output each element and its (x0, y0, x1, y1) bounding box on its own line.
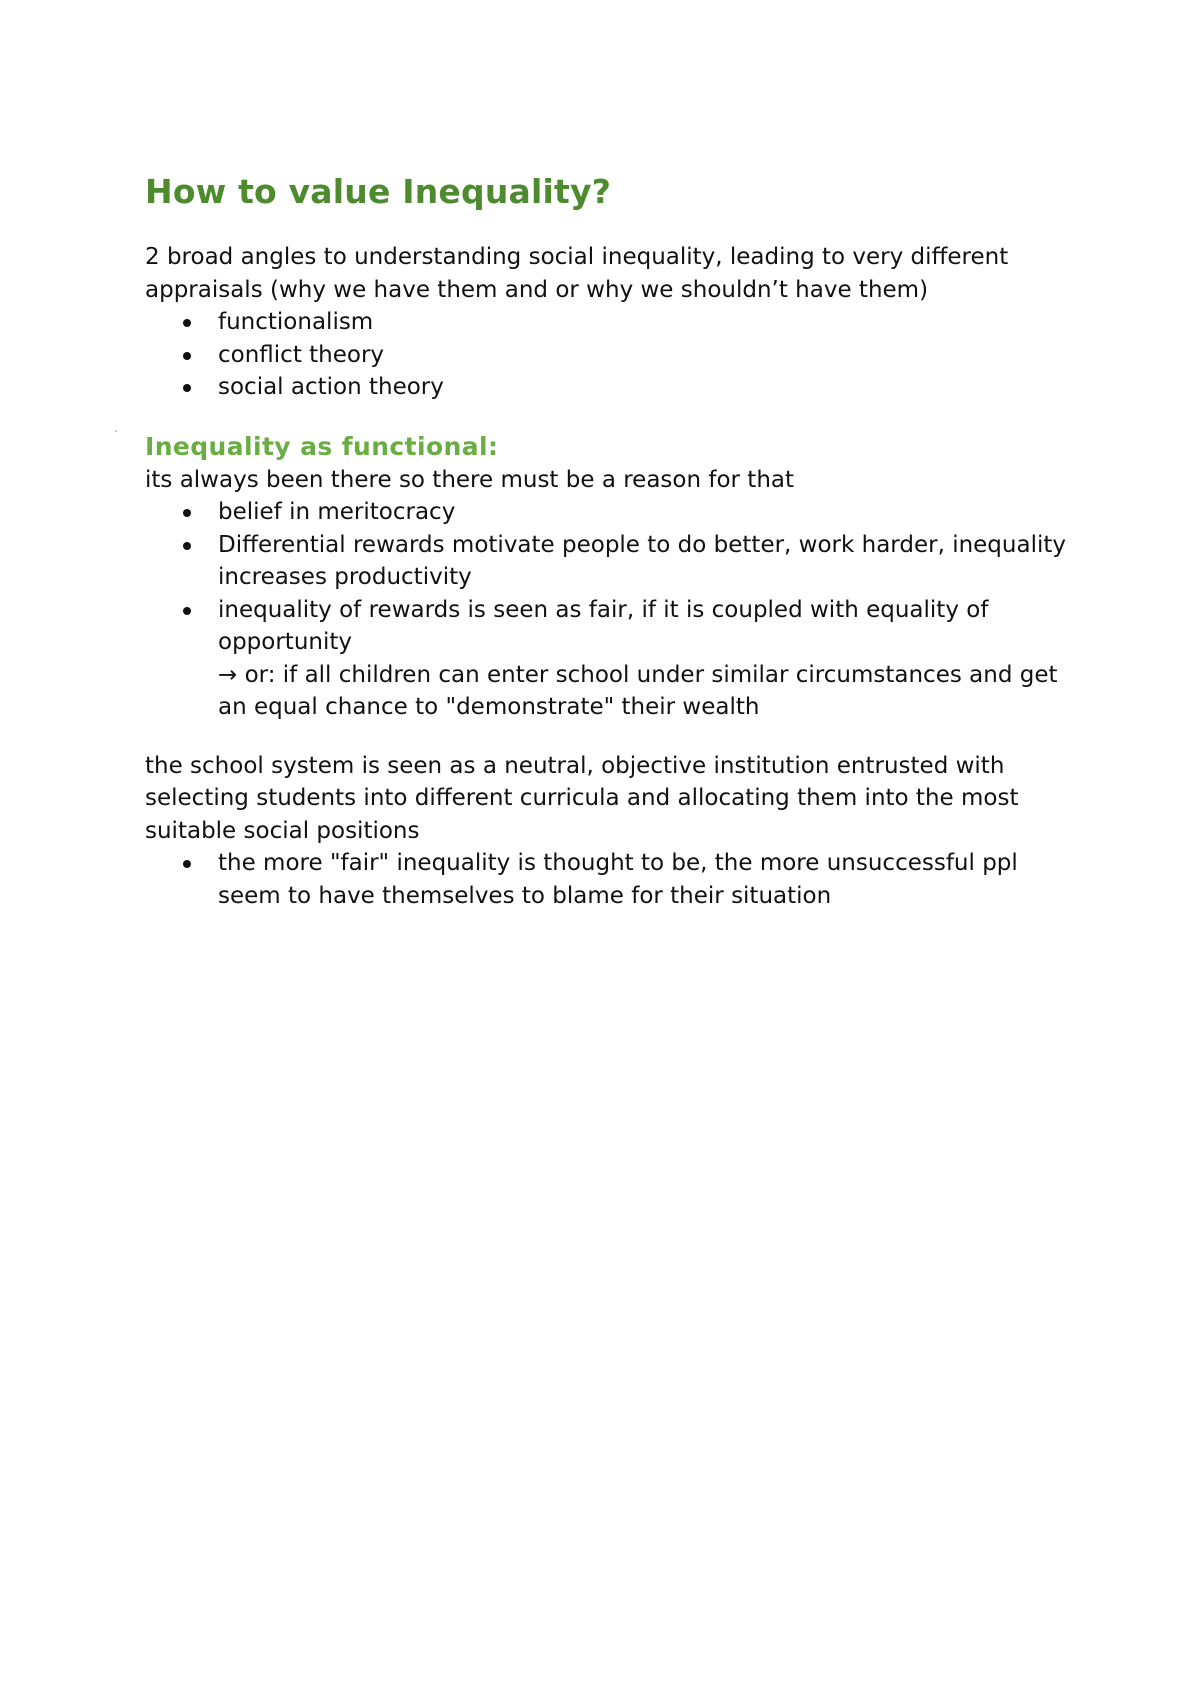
section-heading: Inequality as functional: (145, 431, 499, 461)
list-item-subtext: → or: if all children can enter school under similar circumstances and get an equal chance to "demonstrate" their wealth (218, 661, 1058, 720)
list-item-text: inequality of rewards is seen as fair, if it is coupled with equality of opportunity (218, 596, 989, 655)
list-item-text: functionalism (218, 309, 374, 335)
list-item (145, 339, 1085, 372)
school-paragraph: the school system is seen as a neutral, objective institution entrusted with selecting students into different curricula and allocating them into the most suitable social positions (145, 752, 1019, 844)
school-points-list (145, 847, 1085, 912)
list-item-text: conflict theory (218, 341, 385, 368)
list-item (145, 529, 1085, 594)
list-item-text: Differential rewards motivate people to do better, work harder, inequality increases productivity (218, 531, 1066, 590)
bullet-icon (183, 352, 191, 360)
intro-paragraph: 2 broad angles to understanding social inequality, leading to very different appraisals (why we have them and or why we shouldn’t have them) (145, 244, 1009, 303)
angles-list (145, 306, 1085, 404)
bullet-icon (183, 607, 191, 615)
section-lead: its always been there so there must be a reason for that (145, 466, 795, 493)
functional-points-list (145, 496, 1085, 724)
page-title: How to value Inequality? (145, 172, 612, 211)
bullet-icon (183, 384, 191, 392)
list-item (145, 847, 1085, 912)
list-item (145, 594, 1085, 724)
list-item-text: the more "fair" inequality is thought to be, the more unsuccessful ppl seem to have themselves to blame for their situation (218, 850, 1018, 909)
document-page (145, 170, 1085, 912)
list-item (145, 306, 1085, 339)
list-item-text: belief in meritocracy (218, 499, 456, 525)
bullet-icon (183, 860, 191, 868)
bullet-icon (183, 319, 191, 327)
bullet-icon (183, 509, 191, 517)
bullet-icon (183, 542, 191, 550)
list-item (145, 496, 1085, 529)
list-item (145, 371, 1085, 404)
stray-mark (115, 430, 117, 432)
list-item-text: social action theory (218, 374, 444, 400)
